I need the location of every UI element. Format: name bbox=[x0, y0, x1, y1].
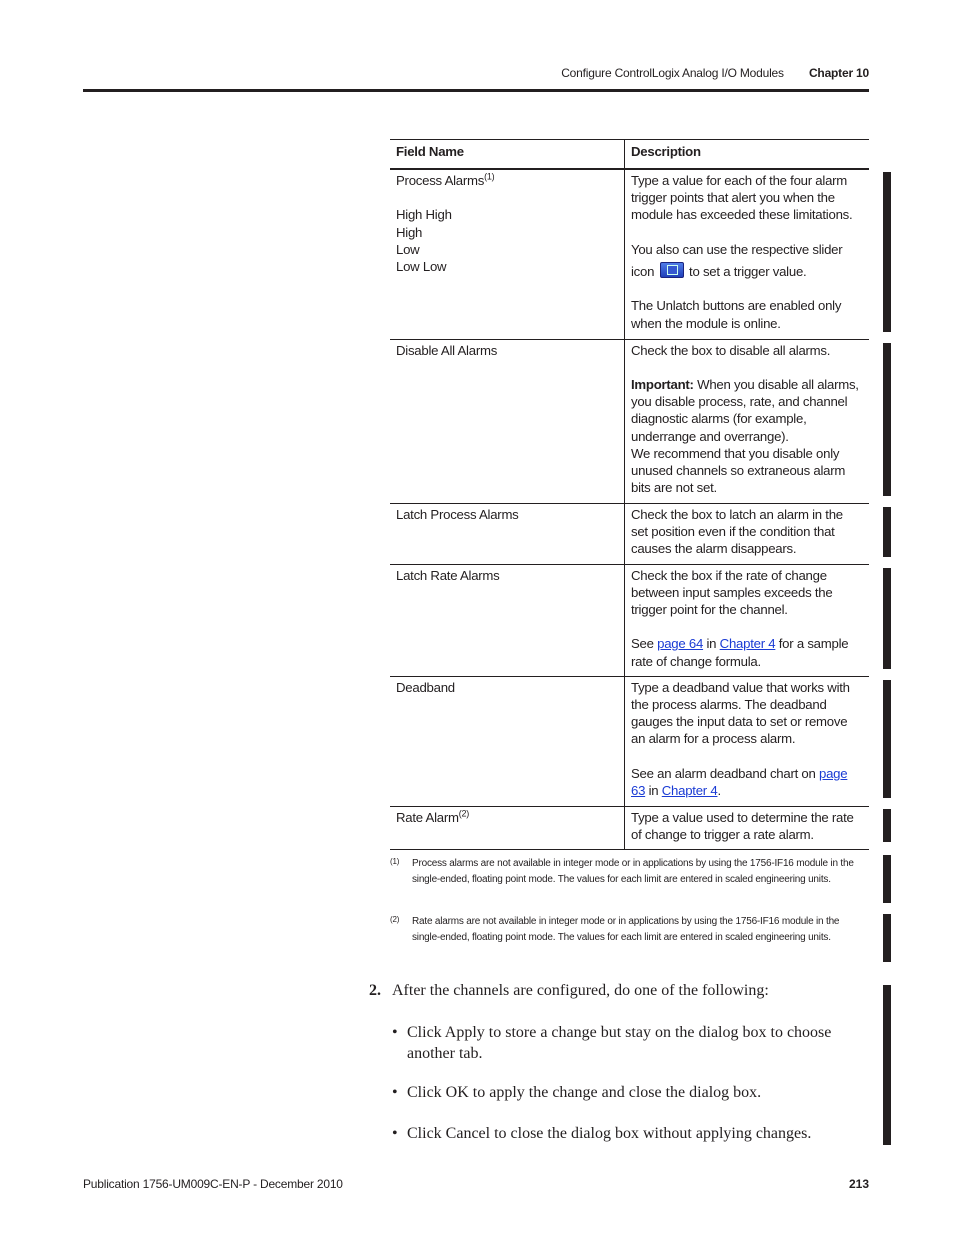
description-text: We recommend that you disable only unused channels so extraneous alarm bits are not set. bbox=[631, 445, 846, 496]
footnote-mark: (2) bbox=[390, 915, 400, 924]
description-text: The Unlatch buttons are enabled only when the module is online. bbox=[631, 298, 842, 331]
page-number: 213 bbox=[848, 1177, 869, 1191]
bullet-glyph: • bbox=[392, 1084, 398, 1101]
sub-item: High bbox=[396, 224, 423, 240]
sub-item: Low Low bbox=[396, 259, 447, 274]
description-text: You also can use the respective slider bbox=[631, 241, 843, 257]
chapter-4-link[interactable]: Chapter 4 bbox=[719, 636, 776, 652]
page-63-link[interactable]: page 63 bbox=[631, 765, 848, 798]
change-bar bbox=[883, 914, 891, 962]
description-text: Check the box to latch an alarm in the set position even if the condition that causes the alarm disappears. bbox=[631, 506, 843, 556]
field-cell bbox=[390, 339, 625, 503]
table-row bbox=[390, 676, 869, 806]
field-cell bbox=[390, 676, 625, 806]
description-text: icon bbox=[631, 264, 655, 279]
list-item-text: Click Apply to store a change but stay on the dialog box to choose another tab. bbox=[407, 1024, 832, 1062]
field-cell bbox=[390, 564, 625, 676]
step-2 bbox=[369, 982, 769, 1000]
field-name: Latch Rate Alarms bbox=[396, 567, 500, 583]
change-bar bbox=[883, 507, 891, 557]
description-cell bbox=[625, 806, 870, 849]
list-item-text: Click Cancel to close the dialog box without applying changes. bbox=[407, 1125, 812, 1142]
description-text: in bbox=[706, 636, 717, 652]
description-cell bbox=[625, 503, 870, 564]
sub-item: High High bbox=[396, 207, 452, 223]
bullet-glyph: • bbox=[392, 1125, 398, 1142]
field-name: Process Alarms bbox=[396, 173, 485, 188]
field-description-table bbox=[390, 139, 869, 850]
description-text: Type a value used to determine the rate of change to trigger a rate alarm. bbox=[631, 809, 854, 842]
change-bar bbox=[883, 172, 891, 332]
description-cell bbox=[625, 676, 870, 806]
field-name: Latch Process Alarms bbox=[396, 506, 519, 522]
important-label: Important: bbox=[631, 376, 694, 392]
running-header bbox=[83, 64, 869, 90]
footnote bbox=[390, 914, 868, 945]
field-cell bbox=[390, 503, 625, 564]
description-text: See bbox=[631, 636, 654, 652]
description-text: Check the box to disable all alarms. bbox=[631, 342, 831, 358]
description-text: Type a deadband value that works with the process alarms. The deadband gauges the input data to set or remove an alarm for a process alarm. bbox=[631, 679, 850, 747]
description-text: See an alarm deadband chart on bbox=[631, 765, 816, 781]
field-cell bbox=[390, 806, 625, 849]
description-text: to set a trigger value. bbox=[689, 264, 807, 279]
list-item bbox=[392, 1123, 862, 1144]
table-row bbox=[390, 503, 869, 564]
description-text: for a sample rate of change formula. bbox=[631, 636, 849, 669]
description-text: . bbox=[717, 782, 721, 798]
description-text: Check the box if the rate of change between input samples exceeds the trigger point for the channel. bbox=[631, 567, 833, 617]
list-item-text: Click OK to apply the change and close the dialog box. bbox=[407, 1084, 762, 1101]
field-name: Deadband bbox=[396, 679, 455, 695]
important-text: When you disable all alarms, you disable process, rate, and channel diagnostic alarms (for example, underrange and overrange). bbox=[631, 376, 859, 444]
column-header-field: Field Name bbox=[390, 140, 625, 170]
list-item bbox=[392, 1022, 862, 1064]
footnote-ref: (1) bbox=[484, 171, 495, 182]
header-title: Configure ControlLogix Analog I/O Modules bbox=[561, 66, 784, 80]
slider-icon bbox=[660, 262, 684, 278]
change-bar bbox=[883, 568, 891, 669]
change-bar bbox=[883, 680, 891, 798]
field-cell bbox=[390, 169, 625, 339]
description-cell bbox=[625, 339, 870, 503]
sub-item: Low bbox=[396, 241, 420, 257]
column-header-description: Description bbox=[625, 140, 870, 170]
footnote-text: Process alarms are not available in integer mode or in applications by using the 1756-IF16 module in the single-ended, floating point mode. The values for each limit are entered in scaled engineering units. bbox=[412, 858, 854, 885]
field-name: Disable All Alarms bbox=[396, 342, 498, 358]
header-rule bbox=[83, 89, 869, 92]
footnote-text: Rate alarms are not available in integer mode or in applications by using the 1756-IF16 module in the single-ended, floating point mode. The values for each limit are entered in scaled engineering units. bbox=[412, 916, 840, 943]
description-cell bbox=[625, 169, 870, 339]
table-header-row bbox=[390, 140, 869, 170]
step-text: After the channels are configured, do one of the following: bbox=[392, 982, 769, 999]
header-chapter: Chapter 10 bbox=[808, 66, 869, 80]
change-bar bbox=[883, 985, 891, 1145]
page-64-link[interactable]: page 64 bbox=[657, 636, 704, 652]
step-number: 2. bbox=[369, 982, 381, 999]
description-text: in bbox=[648, 782, 659, 798]
bullet-glyph: • bbox=[392, 1024, 398, 1041]
list-item bbox=[392, 1082, 862, 1103]
table-row bbox=[390, 339, 869, 503]
change-bar bbox=[883, 343, 891, 496]
footer-publication: Publication 1756-UM009C-EN-P - December 2010 bbox=[83, 1177, 343, 1191]
field-name: Rate Alarm bbox=[396, 809, 459, 825]
table-row bbox=[390, 806, 869, 849]
chapter-4-link[interactable]: Chapter 4 bbox=[661, 782, 718, 798]
change-bar bbox=[883, 809, 891, 842]
footnote-ref: (2) bbox=[458, 808, 469, 819]
change-bar bbox=[883, 855, 891, 903]
table-row bbox=[390, 169, 869, 339]
description-cell bbox=[625, 564, 870, 676]
footnote bbox=[390, 856, 868, 887]
description-text: Type a value for each of the four alarm trigger points that alert you when the module has exceeded these limitations. bbox=[631, 173, 853, 223]
footnote-mark: (1) bbox=[390, 857, 400, 866]
table-row bbox=[390, 564, 869, 676]
